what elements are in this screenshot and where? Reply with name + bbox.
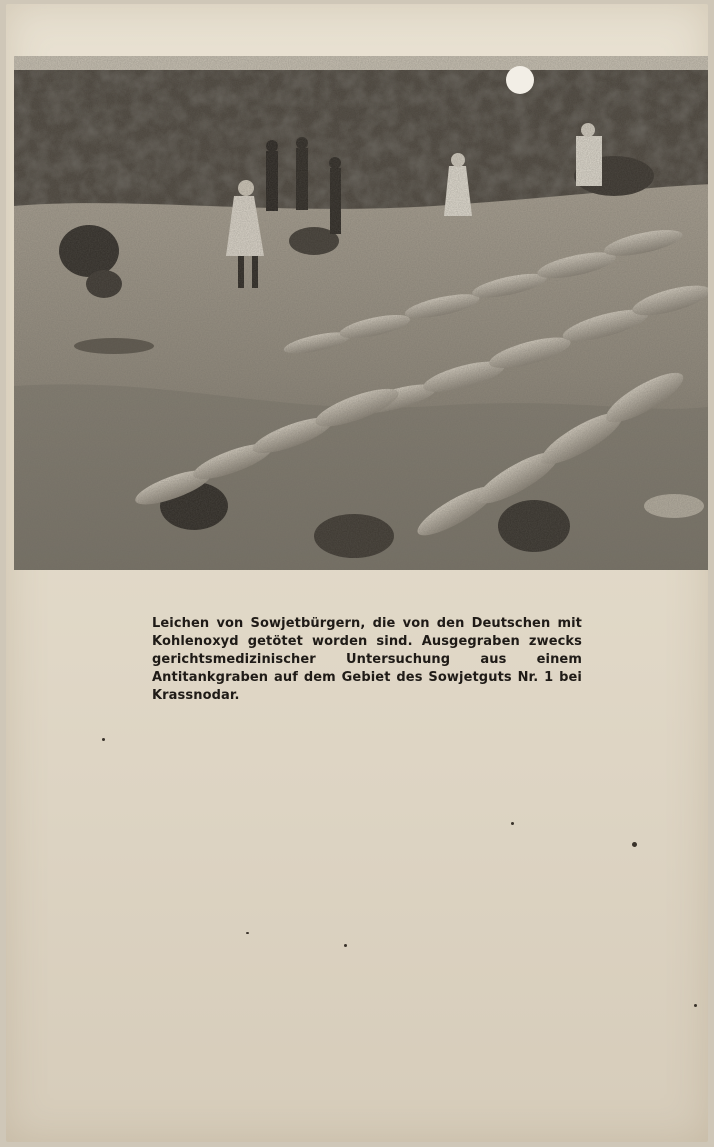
paper-speck [632,842,637,847]
paper-speck [246,932,249,934]
paper-speck [102,738,105,741]
paper-speck [344,944,347,947]
photo-caption: Leichen von Sowjetbürgern, die von den Deutschen mit Kohlenoxyd getötet worden sind. Ausgegraben zwecks gerichtsmedizinischer Untersuchung aus einem Antitankgraben auf dem Gebiet des Sowjetguts Nr. 1 bei Krassnodar. [152,616,582,703]
emulsion-spot [506,66,534,94]
photograph-exhumation-field [14,56,708,570]
paper-speck [511,822,514,825]
document-page [6,4,708,1142]
paper-speck [694,1004,697,1007]
photo-illustration [14,56,708,570]
photo-grain [14,56,708,570]
